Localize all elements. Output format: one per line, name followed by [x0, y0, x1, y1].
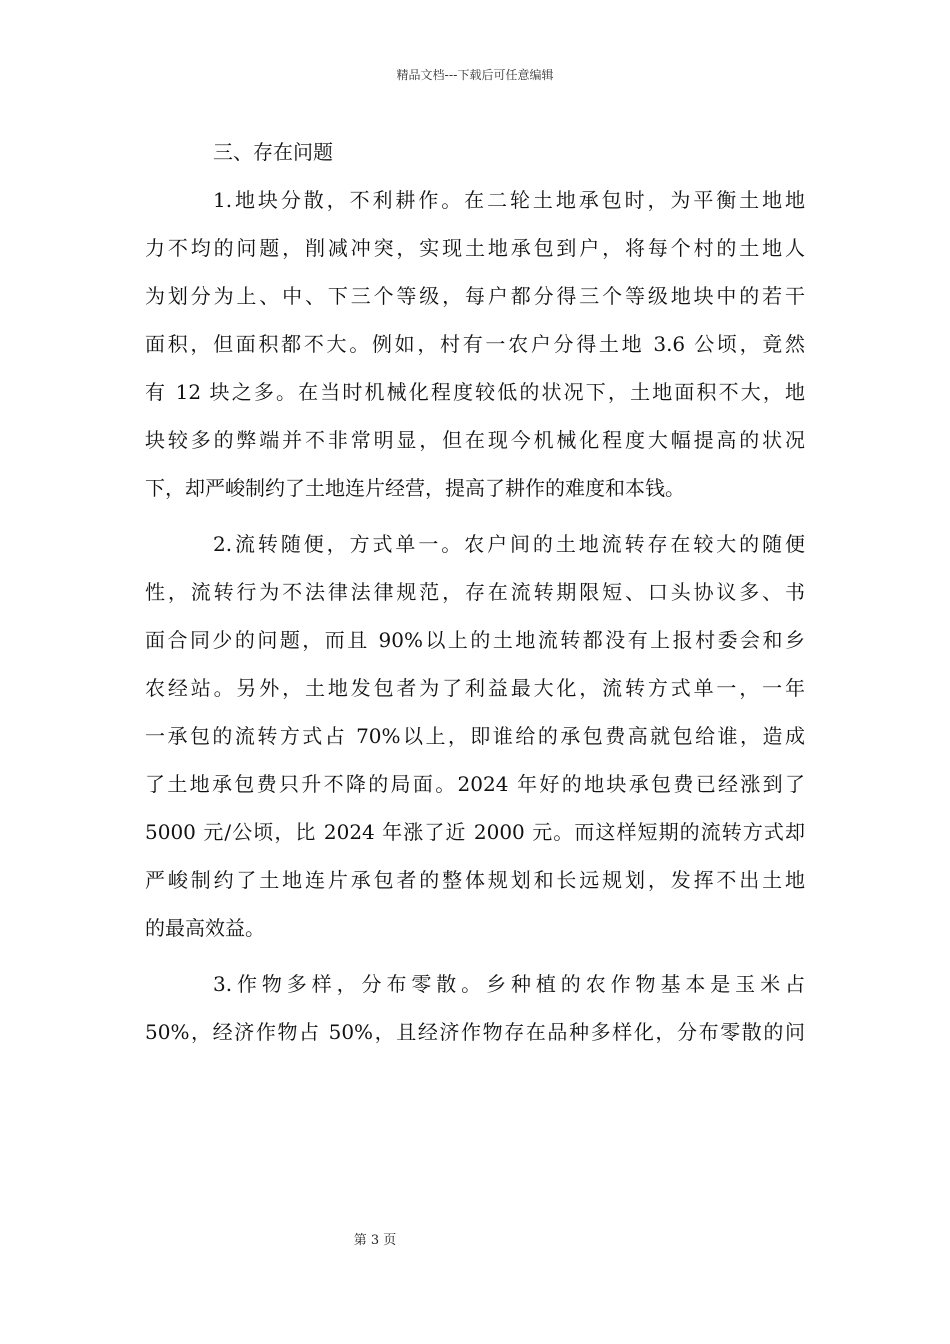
paragraph-line: 一承包的流转方式占 70%以上，即谁给的承包费高就包给谁，造成: [145, 724, 805, 748]
document-body: [145, 128, 805, 1056]
page-number: 第 3 页: [353, 1233, 397, 1248]
paragraph-line: 有 12 块之多。在当时机械化程度较低的状况下，土地面积不大，地: [145, 380, 805, 404]
paragraph-line: 1.地块分散，不利耕作。在二轮土地承包时，为平衡土地地: [213, 188, 805, 212]
paragraph-line: 3.作物多样，分布零散。乡种植的农作物基本是玉米占: [213, 972, 805, 996]
paragraph-line: 50%，经济作物占 50%，且经济作物存在品种多样化，分布零散的问: [145, 1020, 805, 1044]
paragraph-line: 力不均的问题，削减冲突，实现土地承包到户，将每个村的土地人: [145, 236, 805, 260]
paragraph-line: 块较多的弊端并不非常明显，但在现今机械化程度大幅提高的状况: [145, 428, 805, 452]
paragraph-line: 下，却严峻制约了土地连片经营，提高了耕作的难度和本钱。: [145, 476, 685, 500]
paragraph-line: 农经站。另外，土地发包者为了利益最大化，流转方式单一，一年: [145, 676, 805, 700]
paragraph-line: 5000 元/公顷，比 2024 年涨了近 2000 元。而这样短期的流转方式却: [145, 820, 805, 844]
paragraph-3: [145, 960, 805, 1056]
section-title: 三、存在问题: [213, 140, 333, 164]
paragraph-line: 了土地承包费只升不降的局面。2024 年好的地块承包费已经涨到了: [145, 772, 805, 796]
paragraph-line: 为划分为上、中、下三个等级，每户都分得三个等级地块中的若干: [145, 284, 805, 308]
paragraph-1: [145, 176, 805, 512]
paragraph-2: [145, 520, 805, 952]
paragraph-line: 2.流转随便，方式单一。农户间的土地流转存在较大的随便: [213, 532, 805, 556]
paragraph-line: 面积，但面积都不大。例如，村有一农户分得土地 3.6 公顷，竟然: [145, 332, 805, 356]
paragraph-line: 性，流转行为不法律法律规范，存在流转期限短、口头协议多、书: [145, 580, 805, 604]
paragraph-line: 严峻制约了土地连片承包者的整体规划和长远规划，发挥不出土地: [145, 868, 805, 892]
page-header: 精品文档---下载后可任意编辑: [396, 68, 554, 82]
paragraph-line: 面合同少的问题，而且 90%以上的土地流转都没有上报村委会和乡: [145, 628, 805, 652]
paragraph-line: 的最高效益。: [145, 916, 265, 940]
